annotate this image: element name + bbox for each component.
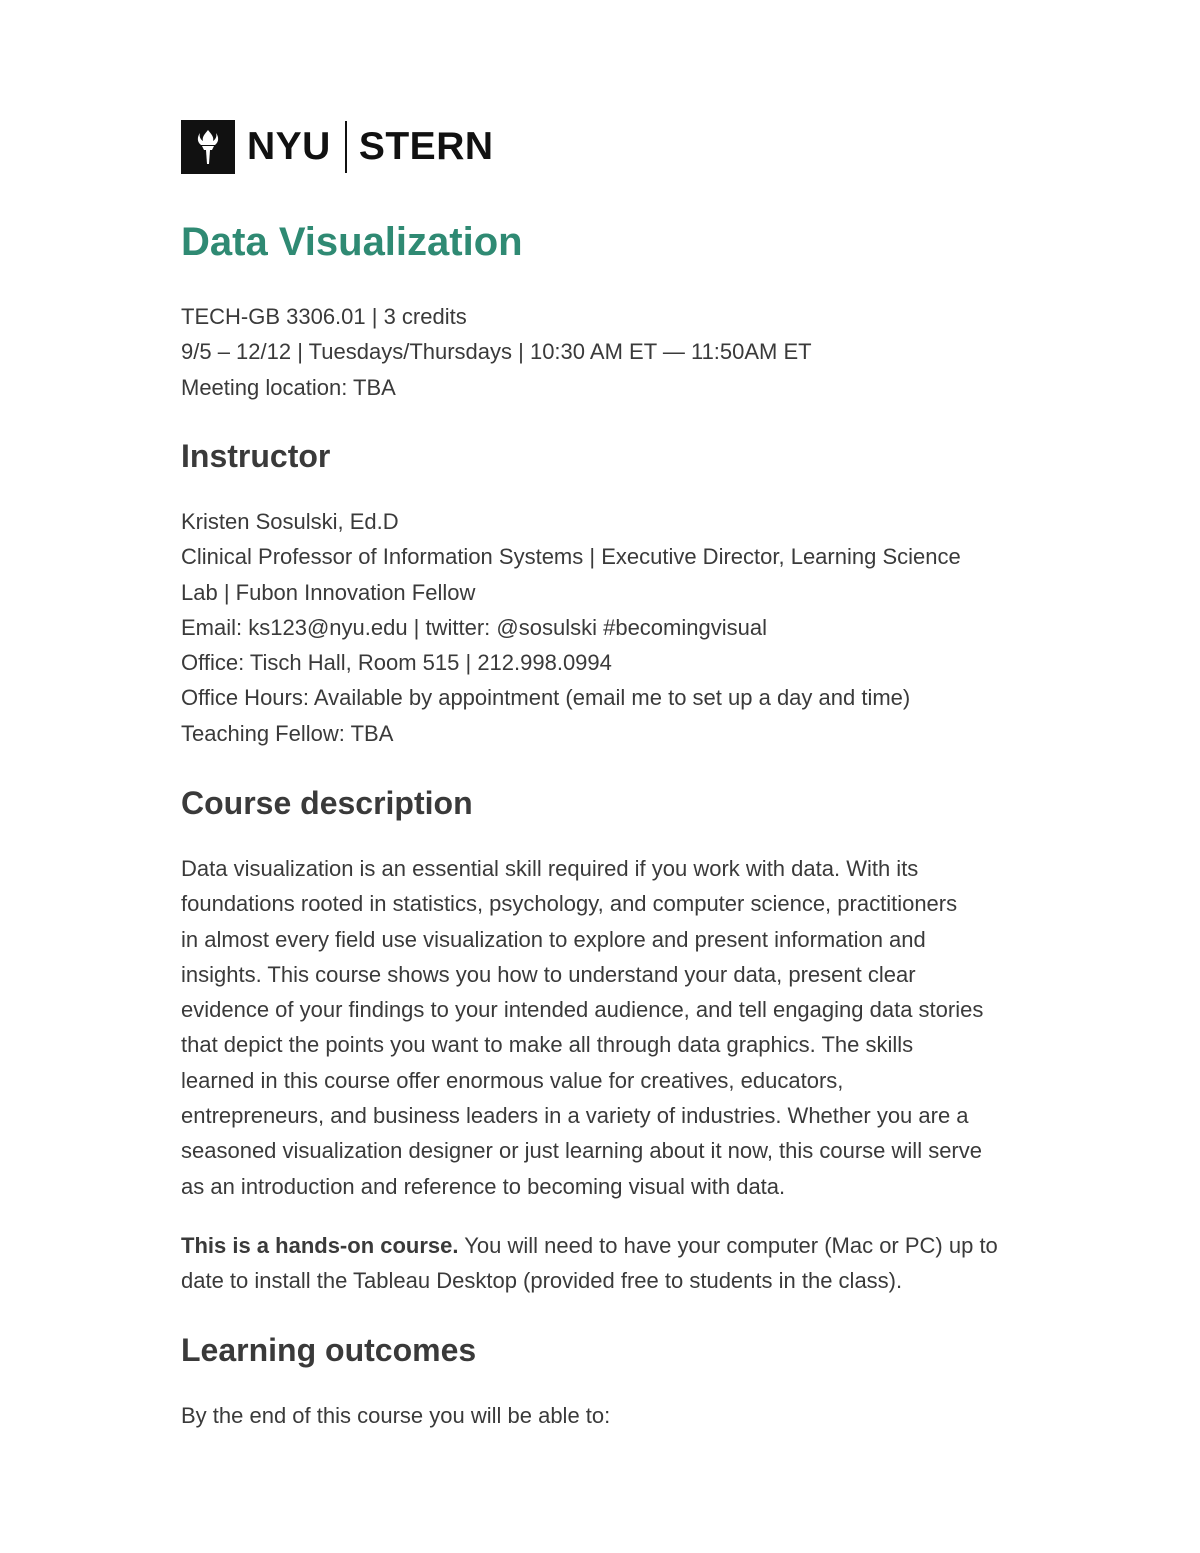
hands-on-emphasis: This is a hands-on course. [181, 1233, 459, 1258]
description-line: learned in this course offer enormous value for creatives, educators, [181, 1067, 844, 1093]
description-line: that depict the points you want to make all through data graphics. The skills [181, 1032, 914, 1058]
instructor-name: Kristen Sosulski, Ed.D [181, 509, 399, 534]
teaching-fellow-line: Teaching Fellow: TBA [181, 720, 394, 746]
course-schedule-line: 9/5 – 12/12 | Tuesdays/Thursdays | 10:30 AM ET — 11:50AM ET [181, 339, 812, 365]
course-description-heading: Course description [181, 785, 473, 821]
learning-outcomes-heading: Learning outcomes [181, 1332, 477, 1368]
instructor-hours-line: Office Hours: Available by appointment (email me to set up a day and time) [181, 685, 911, 711]
hands-on-text: You will need to have your computer (Mac or PC) up to [458, 1233, 998, 1258]
instructor-email-line: Email: ks123@nyu.edu | twitter: @sosulski #becomingvisual [181, 614, 767, 640]
instructor-details [181, 504, 961, 751]
description-line: in almost every field use visualization to explore and present information and [181, 926, 926, 952]
nyu-torch-icon [181, 120, 235, 174]
hands-on-paragraph [181, 1228, 998, 1299]
nyu-stern-logo [181, 119, 494, 174]
description-line: seasoned visualization designer or just learning about it now, this course will serve [181, 1138, 982, 1164]
course-code-line: TECH-GB 3306.01 | 3 credits [181, 304, 467, 329]
course-info [181, 299, 812, 405]
course-title: Data Visualization [181, 220, 523, 264]
description-line: Data visualization is an essential skill required if you work with data. With its [181, 856, 919, 881]
description-line: insights. This course shows you how to understand your data, present clear [181, 961, 916, 987]
instructor-heading: Instructor [181, 438, 331, 474]
hands-on-line-2: date to install the Tableau Desktop (provided free to students in the class). [181, 1268, 903, 1294]
learning-outcomes-intro: By the end of this course you will be able to: [181, 1403, 611, 1428]
course-location-line: Meeting location: TBA [181, 374, 396, 400]
description-line: evidence of your findings to your intended audience, and tell engaging data stories [181, 997, 984, 1023]
learning-outcomes-intro-block [181, 1398, 610, 1433]
logo-nyu-text: NYU [247, 125, 331, 168]
description-line: foundations rooted in statistics, psychology, and computer science, practitioners [181, 891, 958, 917]
instructor-role-line-1: Clinical Professor of Information Systems | Executive Director, Learning Science [181, 544, 961, 570]
hands-on-line-1 [181, 1228, 998, 1263]
course-description-paragraph [181, 851, 983, 1204]
logo-divider [345, 121, 347, 173]
description-line: as an introduction and reference to becoming visual with data. [181, 1173, 786, 1199]
description-line: entrepreneurs, and business leaders in a variety of industries. Whether you are a [181, 1103, 969, 1129]
instructor-role-line-2: Lab | Fubon Innovation Fellow [181, 579, 476, 605]
instructor-office-line: Office: Tisch Hall, Room 515 | 212.998.0994 [181, 650, 612, 676]
logo-stern-text: STERN [358, 125, 494, 168]
